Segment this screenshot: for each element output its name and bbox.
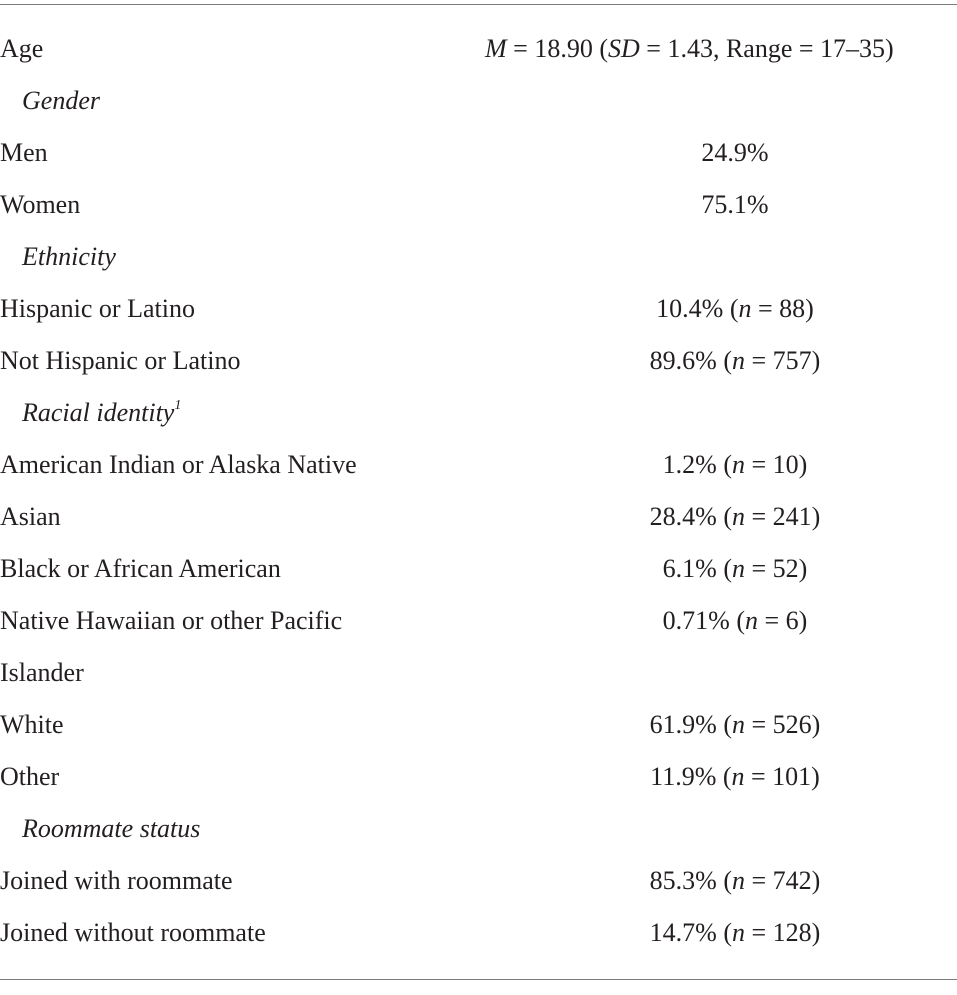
section-heading-ethnicity: Ethnicity xyxy=(22,242,116,271)
section-heading-roommate-status: Roommate status xyxy=(22,814,201,843)
row-value: M = 18.90 (SD = 1.43, Range = 17–35) xyxy=(485,34,894,63)
table-row: Native Hawaiian or other Pacific 0.71% (n = 6) xyxy=(0,606,808,635)
row-label: Age xyxy=(0,34,44,63)
table-row-age xyxy=(0,23,957,75)
section-heading-gender: Gender xyxy=(22,86,100,115)
table-row: Not Hispanic or Latino 89.6% (n = 757) xyxy=(0,346,821,375)
table-row: Hispanic or Latino 10.4% (n = 88) xyxy=(0,294,814,323)
bottom-rule xyxy=(0,979,957,980)
table-row: Men 24.9% xyxy=(0,138,769,167)
table-row: Other 11.9% (n = 101) xyxy=(0,762,820,791)
table-row: Islander xyxy=(0,658,84,687)
table-row: Joined without roommate 14.7% (n = 128) xyxy=(0,918,821,947)
table-row: Asian 28.4% (n = 241) xyxy=(0,502,821,531)
table-row: American Indian or Alaska Native 1.2% (n = 10) xyxy=(0,450,808,479)
table-row: Women 75.1% xyxy=(0,190,769,219)
sd-symbol: SD xyxy=(608,34,640,63)
table-row: Black or African American 6.1% (n = 52) xyxy=(0,554,808,583)
table-row: White 61.9% (n = 526) xyxy=(0,710,821,739)
table-row: Joined with roommate 85.3% (n = 742) xyxy=(0,866,821,895)
section-heading-racial-identity: Racial identity$^1$ xyxy=(22,398,182,427)
top-rule xyxy=(0,4,957,5)
footnote-marker: 1 xyxy=(174,398,182,414)
mean-symbol: M xyxy=(485,34,507,63)
